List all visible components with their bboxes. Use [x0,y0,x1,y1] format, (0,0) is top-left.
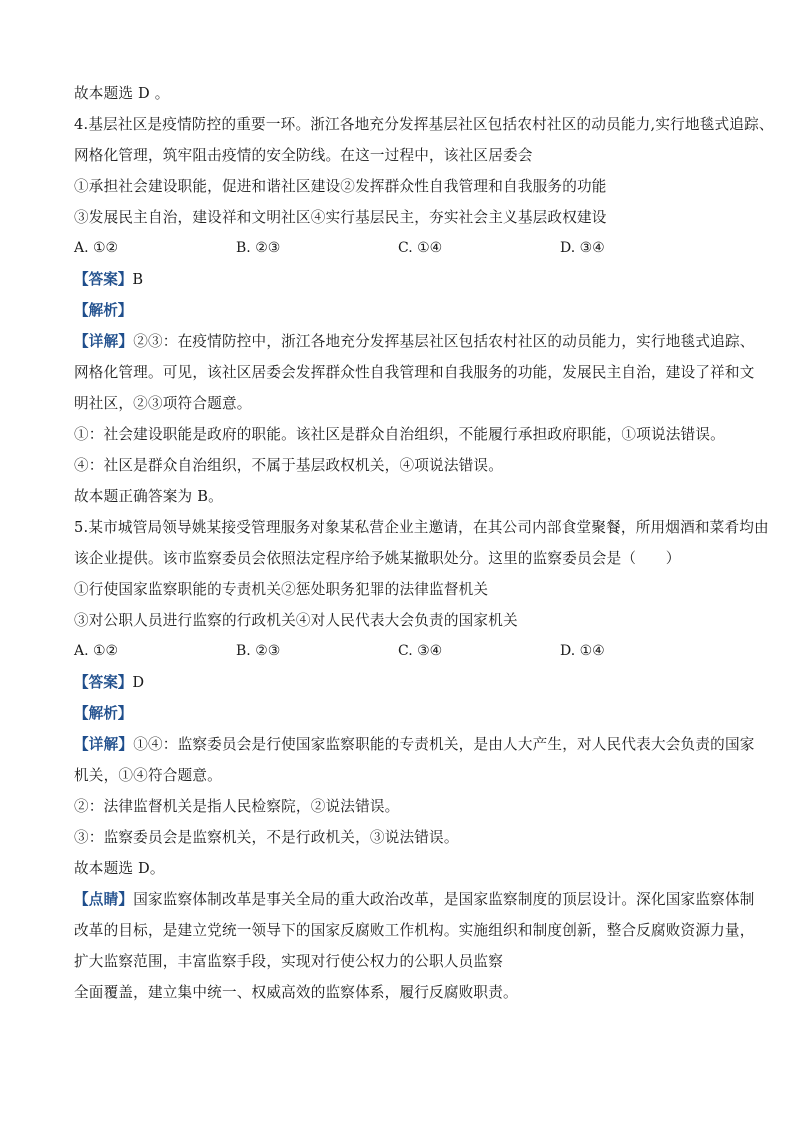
q4-detail-text-1: ②③：在疫情防控中，浙江各地充分发挥基层社区包括农村社区的动员能力，实行地毯式追踪、 [133,333,755,350]
q5-statement-line-2: ③对公职人员进行监察的行政机关④对人民代表大会负责的国家机关 [74,612,518,629]
q4-stem-line-1: 4.基层社区是疫情防控的重要一环。浙江各地充分发挥基层社区包括农村社区的动员能力,实行地毯式追踪、 [74,116,774,133]
q5-stem-line-1: 5.某市城管局领导姚某接受管理服务对象某私营企业主邀请，在其公司内部食堂聚餐，所用烟酒和菜肴均由 [74,519,769,536]
q5-comment-line-3: 扩大监察范围，丰富监察手段，实现对行使公权力的公职人员监察 [74,953,504,970]
q5-answer-tag: 【答案】 [74,674,133,691]
q4-detail-line-2: 网格化管理。可见，该社区居委会发挥群众性自我管理和自我服务的功能，发展民主自治，建设了祥和文 [74,364,755,381]
q5-comment-tag: 【点睛】 [74,891,134,908]
q4-detail-line-5: ④：社区是群众自治组织，不属于基层政权机关，④项说法错误。 [74,457,504,474]
q5-option-a: A. ①② [74,643,119,659]
q4-analysis [74,295,724,326]
q5-comment-text-1: 国家监察体制改革是事关全局的重大政治改革，是国家监察制度的顶层设计。深化国家监察体制 [133,891,755,908]
q4-statement-line-1: ①承担社会建设职能，促进和谐社区建设②发挥群众性自我管理和自我服务的功能 [74,178,607,195]
q4-detail-line-6: 故本题正确答案为 B。 [74,488,223,505]
q4-detail-line-3: 明社区，②③项符合题意。 [74,395,252,412]
q5-comment-line-4: 全面覆盖，建立集中统一、权威高效的监察体系，履行反腐败职责。 [74,984,518,1001]
q4-option-d: D. ③④ [560,240,605,256]
q4-options [74,233,724,264]
q5-options [74,636,724,667]
q5-analysis [74,698,724,729]
q5-detail-line-1 [74,729,755,760]
q4-stem-line-2: 网格化管理，筑牢阻击疫情的安全防线。在这一过程中，该社区居委会 [74,147,533,164]
q5-detail-line-2: 机关，①④符合题意。 [74,767,222,784]
q4-option-b: B. ②③ [236,240,281,256]
q4-answer [74,264,724,295]
q4-answer-value: B [132,271,144,288]
q5-detail-line-3: ②：法律监督机关是指人民检察院，②说法错误。 [74,798,400,815]
prev-conclusion: 故本题选 D 。 [74,85,170,102]
q4-option-c: C. ①④ [398,240,443,256]
q4-answer-tag: 【答案】 [74,271,133,288]
q5-detail-line-5: 故本题选 D。 [74,860,165,877]
q5-answer-value: D [132,674,145,691]
q5-option-d: D. ①④ [560,643,605,659]
q5-stem-line-2: 该企业提供。该市监察委员会依照法定程序给予姚某撤职处分。这里的监察委员会是（ ） [74,550,681,567]
q4-analysis-tag: 【解析】 [74,302,133,319]
question-5 [74,512,769,1008]
q5-statement-line-1: ①行使国家监察职能的专责机关②惩处职务犯罪的法律监督机关 [74,581,489,598]
q5-detail-line-4: ③：监察委员会是监察机关，不是行政机关，③说法错误。 [74,829,459,846]
q4-detail-line-4: ①：社会建设职能是政府的职能。该社区是群众自治组织，不能履行承担政府职能，①项说法错误。 [74,426,725,443]
q5-analysis-tag: 【解析】 [74,705,133,722]
q5-comment-line-2: 改革的目标，是建立党统一领导下的国家反腐败工作机构。实施组织和制度创新，整合反腐败资源力量， [74,922,755,939]
q4-statement-line-2: ③发展民主自治，建设祥和文明社区④实行基层民主，夯实社会主义基层政权建设 [74,209,607,226]
q4-detail-line-1 [74,326,755,357]
q5-detail-text-1: ①④：监察委员会是行使国家监察职能的专责机关，是由人大产生，对人民代表大会负责的国家 [133,736,755,753]
q5-answer [74,667,724,698]
document-page [74,78,774,1008]
q5-detail-tag: 【详解】 [74,736,134,753]
question-4 [74,109,774,512]
q5-option-c: C. ③④ [398,643,443,659]
q4-detail-tag: 【详解】 [74,333,134,350]
q5-comment-line-1 [74,884,755,915]
q5-option-b: B. ②③ [236,643,281,659]
q4-option-a: A. ①② [74,240,119,256]
